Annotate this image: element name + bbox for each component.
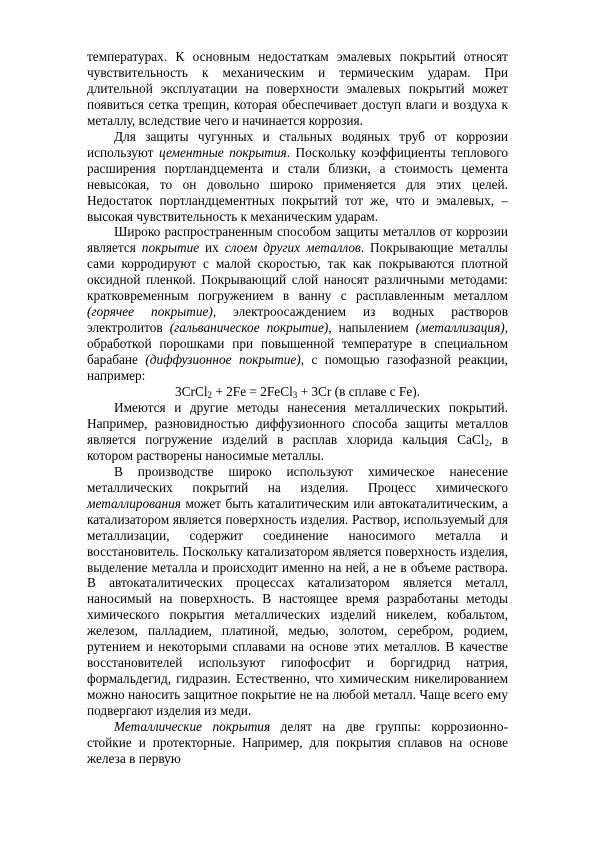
text-run: может быть каталитическим или автокаталитическим, а катализатором является поверхность изделия. Раствор, используемый для металлизации, содержит соединение наносимого металла и восстановитель. Поскольку катализатором является поверхность изделия, выделение металла и происходит именно на ней, а не в объеме раствора. В автокаталитических процессах катализатором является металл, наносимый на поверхность. В настоящее время разработаны методы химического покрытия металлических изделий никелем, кобальтом, железом, палладием, платиной, медью, золотом, серебром, родием, рутением и некоторыми сплавами на основе этих металлов. В качестве восстановителей используют гипофосфит и боргидрид натрия, формальдегид, гидразин. Естественно, что химическим никелированием можно наносить защитное покрытие не на любой металл. Чаще всего ему подвергают изделия из меди. (87, 495, 508, 719)
paragraph-chemical-deposition (87, 464, 508, 719)
term-other-metals-layer: слоем других металлов (224, 240, 361, 256)
paragraph-metal-coatings (87, 224, 508, 384)
term-metallic-coatings: Металлические покрытия (114, 719, 271, 735)
text-run: . Покрывающие металлы сами корродируют с малой скоростью, так как покрываются плотной оксидной пленкой. Покрывающий слой наносят различными методами: кратковременным погружением в ванну с расплавленным металлом (87, 240, 508, 304)
term-coating: покрытие (141, 240, 200, 256)
formula-subscript: 2 (484, 437, 489, 448)
term-diffusion-coating: (диффузионное покрытие) (145, 352, 301, 368)
text-run: . Поскольку коэффициенты теплового расширения портландцемента и стали близки, а стоимость цемента невысокая, то он довольно широко применяется для этих целей. Недостаток портландцементных покрытий тот же, что и эмалевых, – высокая чувствительность к механическим ударам. (87, 144, 508, 224)
paragraph-other-methods (87, 400, 508, 464)
text-run: Широко распространенным способом защиты металлов от коррозии является (87, 224, 508, 256)
term-metalation: металлирования (87, 495, 181, 511)
formula-subscript: 2 (207, 390, 213, 401)
text-run: , с помощью газофазной реакции, например: (87, 352, 508, 384)
term-hot-coating: (горячее покрытие) (87, 304, 213, 320)
term-galvanic-coating: (гальваническое покрытие) (169, 320, 329, 336)
text-run: , напылением (328, 320, 416, 336)
document-page (87, 49, 508, 767)
paragraph-cement-coatings (87, 129, 508, 225)
formula-subscript: 3 (292, 390, 298, 401)
text-run: , электроосаждением из водных растворов электролитов (87, 304, 508, 336)
text-run: их (199, 240, 225, 256)
text-run: делят на две группы: коррозионно-стойкие и протекторные. Например, для покрытия сплавов на основе железа в первую (87, 719, 508, 766)
text-run: В производстве широко используют химическое нанесение металлических покрытий на изделия. Процесс химического (87, 463, 508, 495)
text-run: , обработкой порошками при повышенной температуре в специальном барабане (87, 320, 509, 368)
formula-part: + 3Cr (в сплаве с Fe). (297, 384, 420, 400)
term-metallization: (металлизация) (415, 320, 505, 336)
formula-part: 3CrCl (175, 384, 208, 400)
text-run: Для защиты чугунных и стальных водяных труб от коррозии используют (87, 128, 508, 160)
term-cement-coatings: цементные покрытия (158, 144, 287, 160)
reaction-formula (87, 384, 508, 400)
paragraph-coating-groups (87, 719, 508, 767)
paragraph-enamel-drawbacks: температурах. К основным недостаткам эмалевых покрытий относят чувствительность к механическим и термическим ударам. При длительной эксплуатации на поверхности эмалевых покрытий может появиться сетка трещин, которая обеспечивает доступ влаги и воздуха к металлу, вследствие чего и начинается коррозия. (87, 49, 508, 128)
formula-part: + 2Fe = 2FeCl (212, 384, 293, 400)
text-run: , в котором растворены наносимые металлы. (87, 431, 508, 463)
text-run: Имеются и другие методы нанесения металлических покрытий. Например, разновидностью диффузионного способа защиты металлов является погружение изделий в расплав хлорида кальция CaCl (87, 399, 508, 447)
